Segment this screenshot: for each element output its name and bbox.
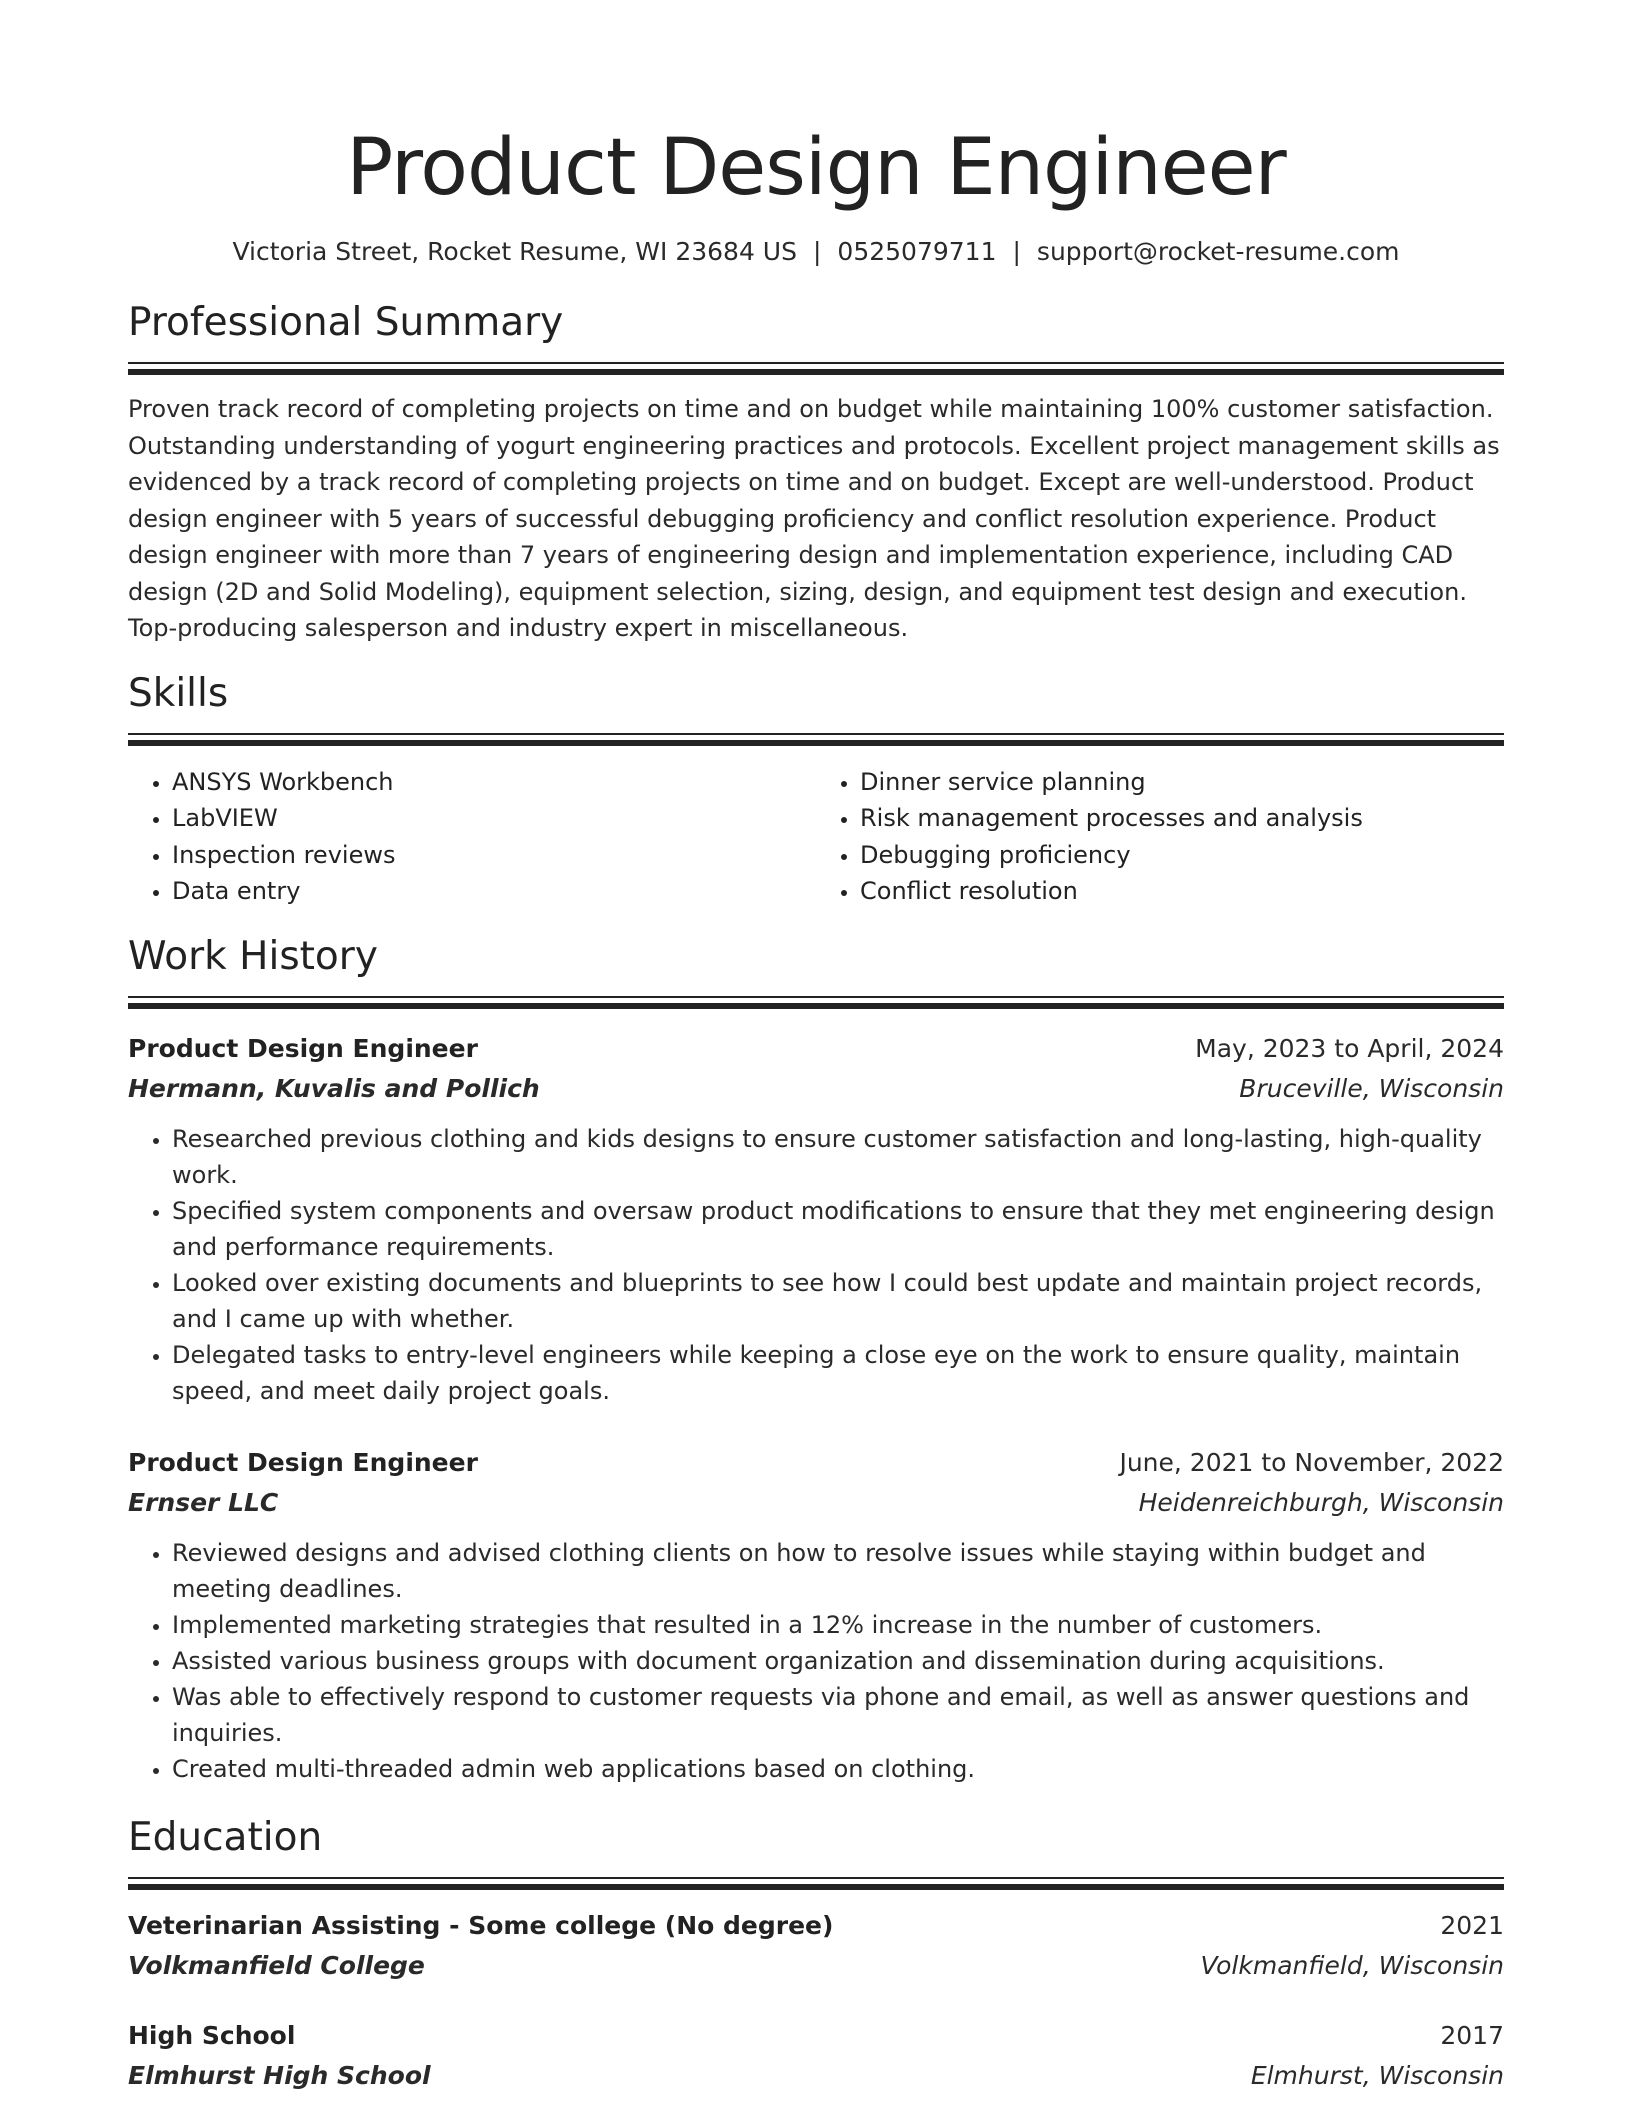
section-title-skills: Skills <box>128 670 229 716</box>
job-bullet: • Created multi-threaded admin web applications based on clothing. <box>172 1751 1504 1787</box>
job-location: Heidenreichburgh, Wisconsin <box>1138 1487 1504 1517</box>
skill-item: • Data entry <box>172 873 816 910</box>
section-title-summary: Professional Summary <box>128 300 564 345</box>
job-bullet: • Was able to effectively respond to customer requests via phone and email, as well as answer questions and inquiries. <box>172 1679 1504 1751</box>
education-school: Volkmanfield College <box>128 1950 425 1980</box>
job-title: Product Design Engineer <box>128 1033 478 1063</box>
section-divider <box>128 1877 1504 1890</box>
education-degree: Veterinarian Assisting - Some college (No degree) <box>128 1910 834 1940</box>
job-entry <box>128 1443 1504 1787</box>
section-title-education: Education <box>128 1814 323 1860</box>
job-bullets <box>128 1121 1504 1409</box>
education-degree: High School <box>128 2020 296 2050</box>
education-year: 2021 <box>1440 1910 1504 1940</box>
education-location: Elmhurst, Wisconsin <box>1250 2060 1504 2090</box>
education-section <box>128 1813 1504 2096</box>
job-company: Hermann, Kuvalis and Pollich <box>128 1073 540 1103</box>
education-year: 2017 <box>1440 2020 1504 2050</box>
job-bullet: • Delegated tasks to entry-level engineers while keeping a close eye on the work to ensure quality, maintain speed, and meet daily project goals. <box>172 1337 1504 1409</box>
skill-item: • ANSYS Workbench <box>172 764 816 801</box>
skills-section <box>128 669 1504 910</box>
summary-section <box>128 298 1504 647</box>
contact-phone: 0525079711 <box>837 237 997 266</box>
job-company: Ernser LLC <box>128 1487 279 1517</box>
education-entry <box>128 2016 1504 2096</box>
skill-item: • Dinner service planning <box>860 764 1504 801</box>
contact-address: Victoria Street, Rocket Resume, WI 23684 US <box>232 237 797 266</box>
skill-item: • Risk management processes and analysis <box>860 800 1504 837</box>
contact-separator: | <box>1012 237 1021 266</box>
education-school: Elmhurst High School <box>128 2060 431 2090</box>
job-bullet: • Assisted various business groups with document organization and dissemination during acquisitions. <box>172 1643 1504 1679</box>
job-entry <box>128 1029 1504 1409</box>
resume-name: Product Design Engineer <box>346 123 1286 213</box>
job-location: Bruceville, Wisconsin <box>1239 1073 1504 1103</box>
contact-email[interactable]: support@rocket-resume.com <box>1036 237 1400 266</box>
contact-separator: | <box>812 237 822 266</box>
job-title: Product Design Engineer <box>128 1447 478 1477</box>
job-bullet: • Reviewed designs and advised clothing clients on how to resolve issues while staying within budget and meeting deadlines. <box>172 1535 1504 1607</box>
education-entry <box>128 1906 1504 1986</box>
section-divider <box>128 733 1504 746</box>
job-bullets <box>128 1535 1504 1787</box>
work-history-section <box>128 932 1504 1787</box>
skill-item: • Conflict resolution <box>860 873 1504 910</box>
contact-line <box>128 234 1504 270</box>
section-divider <box>128 362 1504 375</box>
skill-item: • LabVIEW <box>172 800 816 837</box>
job-bullet: • Looked over existing documents and blueprints to see how I could best update and maintain project records, and I came up with whether. <box>172 1265 1504 1337</box>
skills-list <box>128 764 1504 910</box>
summary-text: Proven track record of completing projects on time and on budget while maintaining 100% customer satisfaction. Outstanding understanding of yogurt engineering practices and protocols. Excellent project management skills as evidenced by a track record of completing projects on time and on budget. Except are well-understood. Product design engineer with 5 years of successful debugging proficiency and conflict resolution experience. Product design engineer with more than 7 years of engineering design and implementation experience, including CAD design (2D and Solid Modeling), equipment selection, sizing, design, and equipment test design and execution. Top-producing salesperson and industry expert in miscellaneous. <box>128 395 1500 642</box>
skill-item: • Debugging proficiency <box>860 837 1504 874</box>
job-bullet: • Researched previous clothing and kids designs to ensure customer satisfaction and long-lasting, high-quality work. <box>172 1121 1504 1193</box>
job-bullet: • Specified system components and oversaw product modifications to ensure that they met engineering design and performance requirements. <box>172 1193 1504 1265</box>
section-title-work-history: Work History <box>128 933 378 979</box>
education-location: Volkmanfield, Wisconsin <box>1200 1950 1504 1980</box>
skills-column-left <box>128 764 816 910</box>
job-bullet: • Implemented marketing strategies that resulted in a 12% increase in the number of customers. <box>172 1607 1504 1643</box>
skill-item: • Inspection reviews <box>172 837 816 874</box>
job-dates: May, 2023 to April, 2024 <box>1195 1033 1504 1063</box>
job-dates: June, 2021 to November, 2022 <box>1119 1447 1504 1477</box>
resume-page <box>128 0 1504 2096</box>
section-divider <box>128 996 1504 1009</box>
skills-column-right <box>816 764 1504 910</box>
